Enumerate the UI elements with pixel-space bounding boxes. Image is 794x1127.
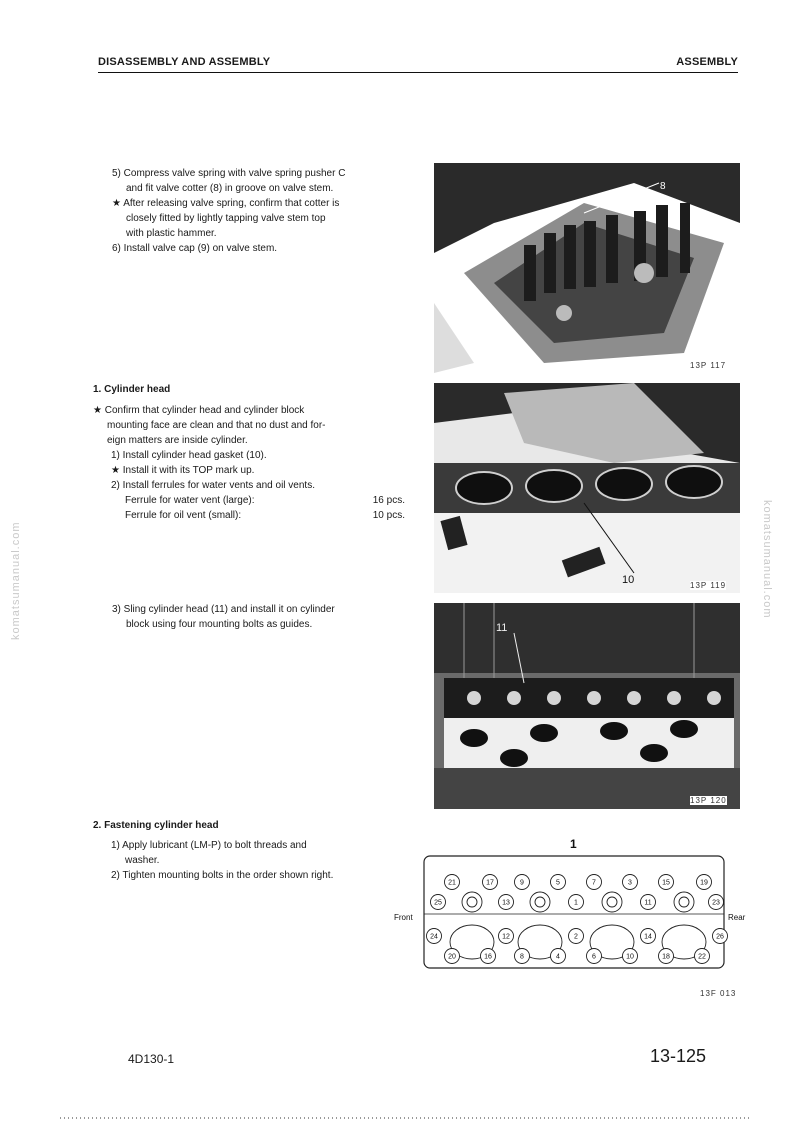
svg-text:16: 16	[484, 953, 492, 961]
star-note-line-2: mounting face are clean and that no dust and for-	[107, 420, 326, 431]
step-6: 6) Install valve cap (9) on valve stem.	[112, 243, 278, 254]
svg-text:18: 18	[662, 953, 670, 961]
star-note-line-1: ★ Confirm that cylinder head and cylinder block	[93, 405, 305, 416]
fastening-step-1-line-2: washer.	[125, 855, 160, 866]
step-1-note: ★ Install it with its TOP mark up.	[111, 465, 255, 476]
svg-text:20: 20	[448, 953, 456, 961]
svg-text:7: 7	[592, 879, 596, 887]
valve-cotter-steps	[112, 166, 404, 256]
step-5-line-1: 5) Compress valve spring with valve spring pusher C	[112, 168, 346, 179]
svg-text:11: 11	[644, 899, 652, 907]
bolt-low-6	[587, 949, 602, 964]
bolt-low-16	[481, 949, 496, 964]
svg-text:1: 1	[574, 899, 578, 907]
section-1-title: 1. Cylinder head	[93, 384, 171, 395]
bolt-bottom-14	[641, 929, 656, 944]
scan-edge-dots	[60, 1117, 750, 1119]
bolt-low-18	[659, 949, 674, 964]
bolt-low-10	[623, 949, 638, 964]
note-line-1: ★ After releasing valve spring, confirm that cotter is	[112, 198, 340, 209]
bolt-low-20	[445, 949, 460, 964]
section-2-title: 2. Fastening cylinder head	[93, 820, 219, 831]
cylinder-head-photo	[434, 603, 740, 809]
bolt-top-5	[551, 875, 566, 890]
svg-text:21: 21	[448, 879, 456, 887]
ferrule-oil-label: Ferrule for oil vent (small):	[125, 510, 242, 521]
header-section-title: DISASSEMBLY AND ASSEMBLY	[98, 56, 271, 68]
front-label: Front	[394, 913, 413, 922]
ferrule-oil-row	[93, 508, 405, 523]
step-3-line-2: block using four mounting bolts as guides.	[126, 619, 313, 630]
step-3-block	[112, 602, 406, 632]
fastening-step-1-line-1: 1) Apply lubricant (LM-P) to bolt threads and	[111, 840, 307, 851]
bolt-order-diagram	[390, 834, 746, 984]
bolt-low-8	[515, 949, 530, 964]
photo-2-caption: 13P 119	[690, 581, 727, 590]
bolt-top-7	[587, 875, 602, 890]
svg-text:9: 9	[520, 879, 524, 887]
svg-text:17: 17	[486, 879, 494, 887]
side-watermark-right: komatsumanual.com	[761, 500, 773, 619]
svg-text:14: 14	[644, 933, 652, 941]
ferrule-oil-qty: 10 pcs.	[372, 510, 405, 521]
svg-text:10: 10	[626, 953, 634, 961]
page-header	[98, 56, 738, 73]
svg-text:5: 5	[556, 879, 560, 887]
bolt-mid-11	[641, 895, 656, 910]
step-5-line-2: and fit valve cotter (8) in groove on valve stem.	[126, 183, 334, 194]
ferrule-water-label: Ferrule for water vent (large):	[125, 495, 255, 506]
ferrule-water-row	[93, 493, 405, 508]
bolt-top-19	[697, 875, 712, 890]
photo-2-callout: 10	[622, 574, 635, 586]
svg-text:19: 19	[700, 879, 708, 887]
side-watermark-left: komatsumanual.com	[10, 521, 22, 640]
bolt-low-4	[551, 949, 566, 964]
header-subsection-title: ASSEMBLY	[676, 56, 738, 68]
svg-text:3: 3	[628, 879, 632, 887]
bolt-mid-25	[431, 895, 446, 910]
svg-text:22: 22	[698, 953, 706, 961]
note-line-2: closely fitted by lightly tapping valve stem top	[126, 213, 326, 224]
svg-text:12: 12	[502, 933, 510, 941]
bolt-top-15	[659, 875, 674, 890]
step-3-line-1: 3) Sling cylinder head (11) and install it on cylinder	[112, 604, 335, 615]
star-note-line-3: eign matters are inside cylinder.	[107, 435, 248, 446]
diagram-caption: 13F 013	[700, 989, 737, 998]
bolt-bottom-2	[569, 929, 584, 944]
svg-text:8: 8	[520, 953, 524, 961]
fastening-step-2: 2) Tighten mounting bolts in the order shown right.	[111, 870, 334, 881]
svg-text:25: 25	[434, 899, 442, 907]
bolt-mid-1	[569, 895, 584, 910]
bolt-top-3	[623, 875, 638, 890]
bolt-mid-23	[709, 895, 724, 910]
bolt-low-22	[695, 949, 710, 964]
svg-text:6: 6	[592, 953, 596, 961]
bolt-top-9	[515, 875, 530, 890]
footer-model: 4D130-1	[128, 1052, 175, 1066]
svg-text:15: 15	[662, 879, 670, 887]
rear-label: Rear	[728, 913, 746, 922]
svg-text:26: 26	[716, 933, 724, 941]
svg-text:4: 4	[556, 953, 560, 961]
photo-1-callout: 8	[660, 181, 666, 192]
bolt-bottom-12	[499, 929, 514, 944]
diagram-label: 1	[570, 837, 577, 851]
ferrule-water-qty: 16 pcs.	[372, 495, 405, 506]
photo-3-caption: 13P 120	[690, 796, 727, 805]
svg-text:23: 23	[712, 899, 720, 907]
note-line-3: with plastic hammer.	[126, 228, 217, 239]
svg-text:13: 13	[502, 899, 510, 907]
step-1: 1) Install cylinder head gasket (10).	[111, 450, 267, 461]
bolt-mid-13	[499, 895, 514, 910]
svg-text:24: 24	[430, 933, 438, 941]
step-2: 2) Install ferrules for water vents and oil vents.	[111, 480, 315, 491]
fastening-section	[93, 818, 405, 883]
cylinder-head-section	[93, 382, 405, 523]
bolt-bottom-26	[713, 929, 728, 944]
valve-spring-photo	[434, 163, 740, 373]
footer-page-number: 13-125	[650, 1046, 707, 1066]
svg-text:2: 2	[574, 933, 578, 941]
gasket-photo	[434, 383, 740, 593]
photo-1-caption: 13P 117	[690, 361, 727, 370]
bolt-top-21	[445, 875, 460, 890]
bolt-bottom-24	[427, 929, 442, 944]
photo-3-callout: 11	[496, 622, 508, 634]
bolt-top-17	[483, 875, 498, 890]
